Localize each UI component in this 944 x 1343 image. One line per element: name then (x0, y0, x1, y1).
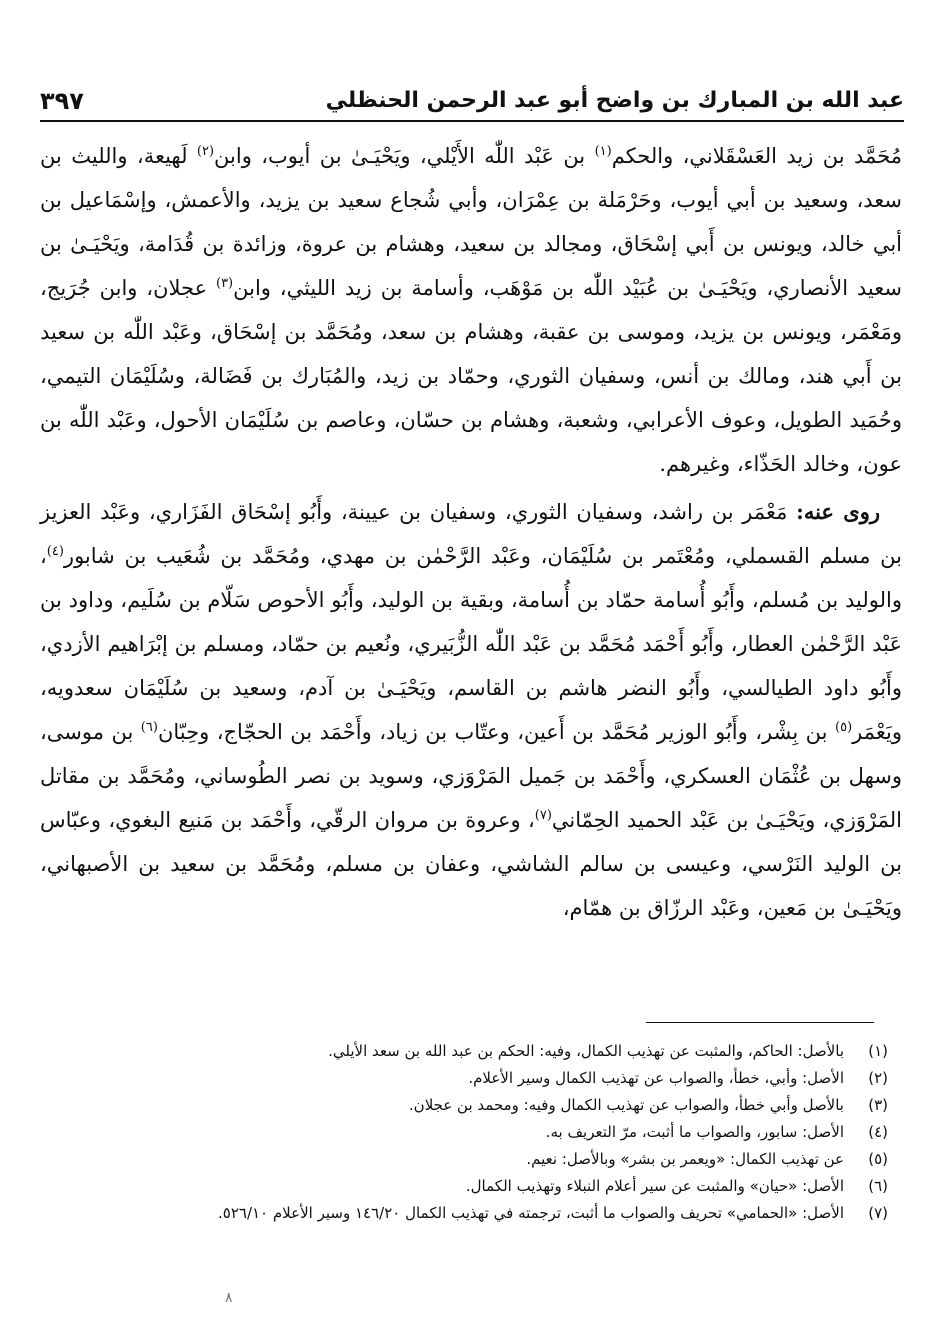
paragraph-lead: روى عنه: (796, 499, 880, 524)
footnote (40, 1038, 888, 1065)
footnote-text: الأصل: «حيان» والمثبت عن سير أعلام النبلاء وتهذيب الكمال. (465, 1177, 844, 1195)
text-run: بن موسى، وسهل بن عُثْمَان العسكري، وأَحْمَد بن جَميل المَرْوَزي، وسويد بن نصر الطُوساني، ومُحَمَّد بن مقاتل المَرْوَزي، ويَحْيَـىٰ بن عَبْد الحميد الحِمّاني (40, 720, 902, 832)
main-text (40, 134, 902, 930)
footnote-text: الأصل: «الحمامي» تحريف والصواب ما أثبت، ترجمته في تهذيب الكمال ١٤٦/٢٠ وسير الأعلام ٥٢٦/١٠. (218, 1204, 844, 1222)
text-run: لَهيعة، والليث بن سعد، وسعيد بن أبي أيوب، وحَرْمَلة بن عِمْرَان، وأبي شُجاع سعيد بن يزيد، والأعمش، وإسْمَاعيل بن أبي خالد، ويونس بن أَبي إسْحَاق، ومجالد بن سعيد، وهشام بن عروة، وزائدة بن قُدَامة، ويَحْيَـىٰ بن سعيد الأنصاري، ويَحْيَـىٰ بن عُبَيْد اللّٰه بن مَوْهَب، وأسامة بن زيد الليثي، وابن (40, 144, 902, 300)
page-number: ٣٩٧ (40, 87, 84, 115)
footnote-ref-2: (٢) (196, 144, 215, 159)
text-run: ، وعروة بن مروان الرقّي، وأَحْمَد بن مَنيع البغوي، وعبّاس بن الوليد النَرْسي، وعيسى بن سالم الشاشي، وعفان بن مسلم، ومُحَمَّد بن سعيد بن الأصبهاني، ويَحْيَـىٰ بن مَعين، وعَبْد الرزّاق بن همّام، (40, 808, 902, 920)
footnotes-list (40, 1038, 888, 1227)
footnote-number: (٤) (868, 1123, 888, 1141)
footnote-number: (٦) (868, 1177, 888, 1195)
footnote-divider (646, 1022, 874, 1023)
footnote-number: (١) (868, 1042, 888, 1060)
text-run: عجلان، وابن جُرَيج، ومَعْمَر، ويونس بن يزيد، وموسى بن عقبة، وهشام بن سعد، ومُحَمَّد بن إسْحَاق، وعَبْد اللّٰه بن سعيد بن أَبي هند، ومالك بن أنس، وسفيان الثوري، وحمّاد بن زيد، والمُبَارك بن فَضَالة، وسُلَيْمَان التيمي، وحُمَيد الطويل، وعوف الأعرابي، وشعبة، وهشام بن حسّان، وعاصم بن سُلَيْمَان الأحول، وعَبْد اللّٰه بن عون، وخالد الحَذّاء، وغيرهم. (40, 276, 902, 476)
footnote (40, 1119, 888, 1146)
paragraph-teachers (40, 134, 902, 486)
footnote-ref-5: (٥) (835, 720, 853, 735)
footnote-text: بالأصل وأبي خطأ، والصواب عن تهذيب الكمال وفيه: ومحمد بن عجلان. (408, 1096, 844, 1114)
footnote-text: الأصل: سابور، والصواب ما أثبت، مرّ التعريف به. (545, 1123, 844, 1141)
footnote-number: (٧) (868, 1204, 888, 1222)
footnote-ref-6: (٦) (140, 720, 158, 735)
footnote-ref-4: (٤) (46, 544, 64, 559)
text-run: ، والوليد بن مُسلم، وأَبُو أُسامة حمّاد بن أُسامة، وبقية بن الوليد، وأَبُو الأحوص سَلّام بن سُلَيم، وداود بن عَبْد الرَّحْمٰن العطار، وأَبُو أَحْمَد مُحَمَّد بن عَبْد اللّٰه الزُّبَيري، ونُعيم بن حمّاد، ومسلم بن إبْرَاهيم الأزدي، وأَبُو داود الطيالسي، وأَبُو النضر هاشم بن القاسم، ويَحْيَـىٰ بن آدم، وسعيد بن سُلَيْمَان سعدويه، ويَعْمَر (40, 544, 902, 744)
footnote-text: عن تهذيب الكمال: «ويعمر بن بشر» وبالأصل: نعيم. (526, 1150, 844, 1168)
footnote-ref-3: (٣) (215, 276, 234, 291)
footnote-number: (٢) (868, 1069, 888, 1087)
footnote-number: (٣) (868, 1096, 888, 1114)
footnote-text: بالأصل: الحاكم، والمثبت عن تهذيب الكمال، وفيه: الحكم بن عبد الله بن سعد الأيلي. (328, 1042, 844, 1060)
text-run: مَعْمَر بن راشد، وسفيان الثوري، وسفيان بن عيينة، وأَبُو إسْحَاق الفَزَاري، وعَبْد العزيز بن مسلم القسملي، ومُعْتَمر بن سُلَيْمَان، وعَبْد الرَّحْمٰن بن مهدي، ومُحَمَّد بن شُعَيب بن شابور (40, 500, 902, 568)
text-run: بن عَبْد اللّٰه الأَيْلي، ويَحْيَـىٰ بن أيوب، وابن (214, 144, 595, 168)
footnote-ref-1: (١) (594, 144, 612, 159)
running-header (40, 70, 904, 122)
footnote-number: (٥) (868, 1150, 888, 1168)
footnote (40, 1146, 888, 1173)
paragraph-narrators (40, 490, 902, 930)
footnote-ref-7: (٧) (534, 808, 552, 823)
text-run: بن بِشْر، وأَبُو الوزير مُحَمَّد بن أَعين، وعتّاب بن زياد، وأَحْمَد بن الحجّاج، وحِبّان (157, 720, 835, 744)
text-run: مُحَمَّد بن زيد العَسْقَلاني، والحكم (611, 144, 902, 168)
footnote (40, 1200, 888, 1227)
footnote (40, 1092, 888, 1119)
footnote (40, 1065, 888, 1092)
footnote (40, 1173, 888, 1200)
handwritten-margin-mark: ٨ (225, 1290, 233, 1306)
header-title: عبد الله بن المبارك بن واضح أبو عبد الرحمن الحنظلي (325, 88, 904, 113)
footnote-text: الأصل: وأبي، خطأ، والصواب عن تهذيب الكمال وسير الأعلام. (468, 1069, 844, 1087)
